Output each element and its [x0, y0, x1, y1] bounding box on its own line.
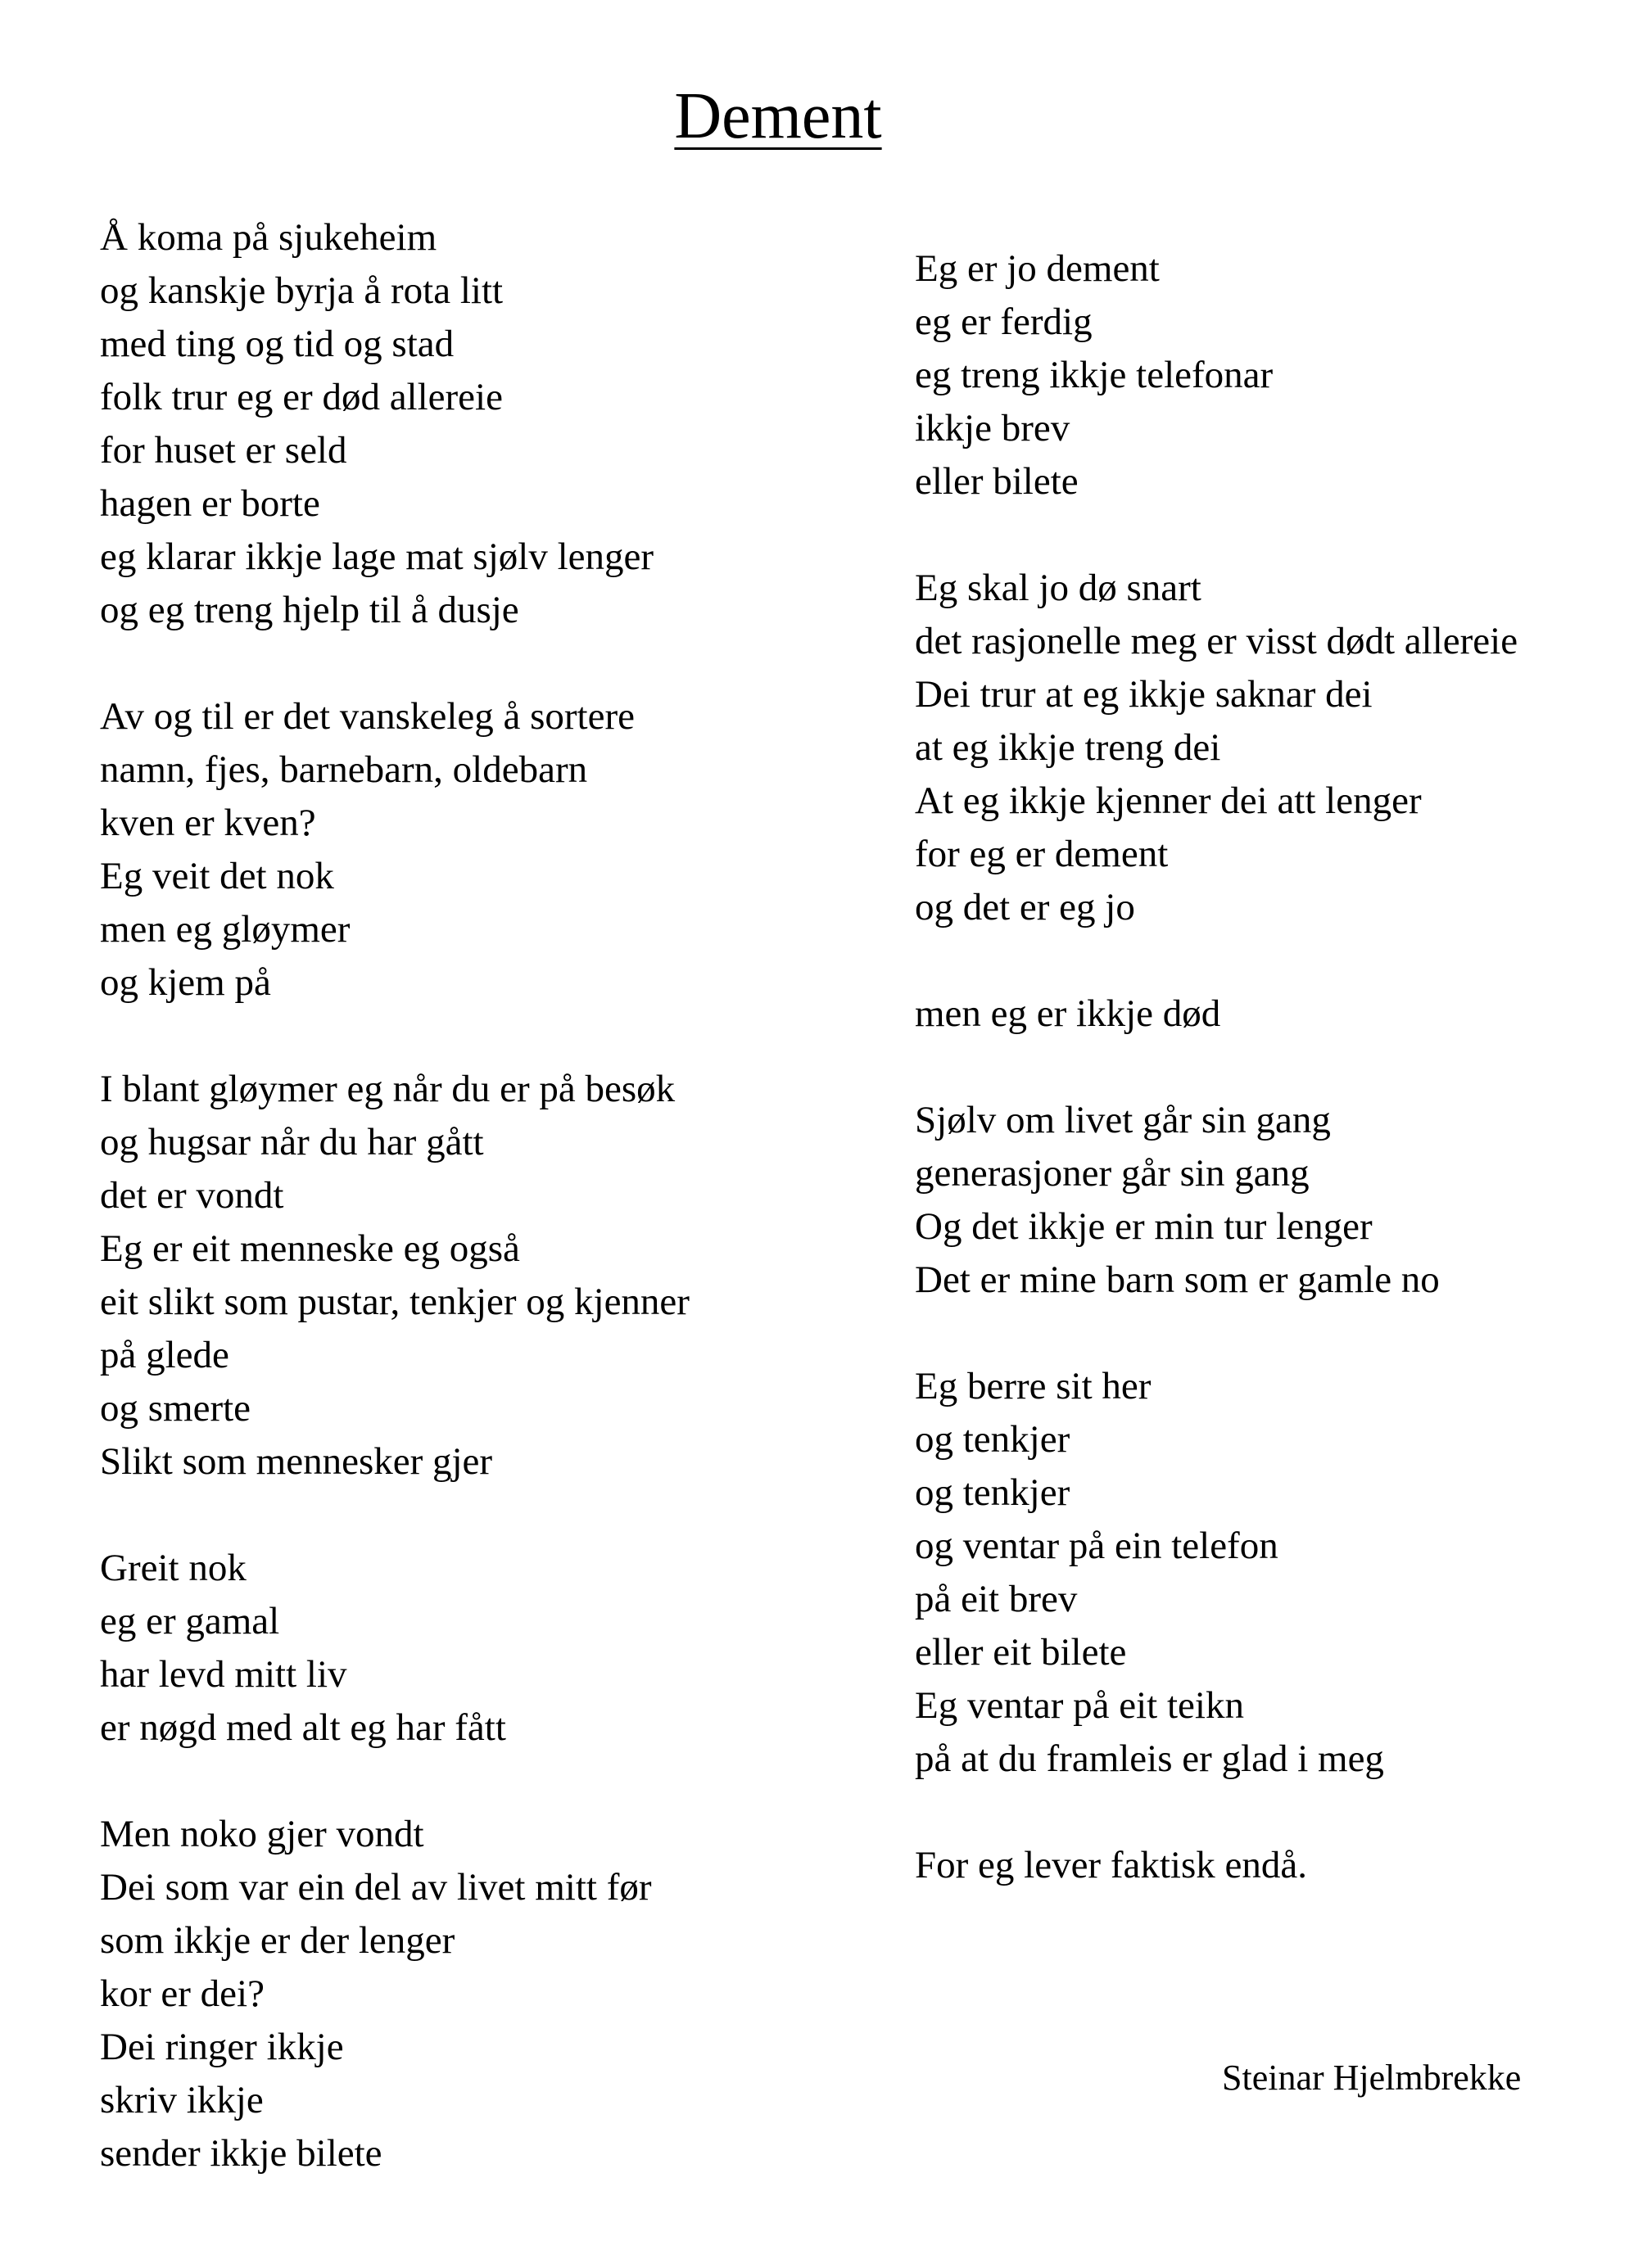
- poem-line: og smerte: [100, 1387, 251, 1430]
- poem-line: og det er eg jo: [915, 886, 1135, 928]
- poem-line: Dei som var ein del av livet mitt før: [100, 1866, 652, 1909]
- poem-line: kor er dei?: [100, 1972, 265, 2015]
- poem-line: og eg treng hjelp til å dusje: [100, 589, 519, 631]
- poem-line: skriv ikkje: [100, 2079, 264, 2121]
- poem-line: I blant gløymer eg når du er på besøk: [100, 1068, 676, 1110]
- stanza: [100, 690, 690, 1010]
- poem-line: Det er mine barn som er gamle no: [915, 1258, 1440, 1301]
- poem-line: ikkje brev: [915, 407, 1070, 450]
- poem-line: med ting og tid og stad: [100, 323, 455, 365]
- left-column: [100, 211, 690, 2180]
- poem-line: og kanskje byrja å rota litt: [100, 269, 504, 312]
- poem-line: Greit nok: [100, 1547, 247, 1589]
- author-signature: Steinar Hjelmbrekke: [1222, 2058, 1522, 2098]
- poem-line: At eg ikkje kjenner dei att lenger: [915, 779, 1422, 822]
- poem-line: og tenkjer: [915, 1418, 1070, 1461]
- poem-line: Å koma på sjukeheim: [100, 216, 437, 259]
- right-column: [915, 242, 1518, 1892]
- stanza: [915, 1094, 1518, 1307]
- poem-line: generasjoner går sin gang: [915, 1152, 1310, 1195]
- stanza: [915, 562, 1518, 934]
- stanza: [100, 1063, 690, 1489]
- poem-line: eller eit bilete: [915, 1631, 1127, 1674]
- poem-line: Eg berre sit her: [915, 1365, 1152, 1407]
- poem-line: er nøgd med alt eg har fått: [100, 1706, 506, 1749]
- stanza: [915, 1839, 1518, 1892]
- poem-line: har levd mitt liv: [100, 1653, 347, 1696]
- poem-line: eg treng ikkje telefonar: [915, 354, 1274, 396]
- poem-line: og tenkjer: [915, 1471, 1070, 1514]
- poem-line: namn, fjes, barnebarn, oldebarn: [100, 748, 588, 791]
- poem-line: sender ikkje bilete: [100, 2132, 382, 2175]
- poem-line: at eg ikkje treng dei: [915, 726, 1221, 769]
- poem-line: eller bilete: [915, 460, 1079, 503]
- poem-line: på at du framleis er glad i meg: [915, 1737, 1384, 1780]
- poem-line: Og det ikkje er min tur lenger: [915, 1205, 1373, 1248]
- poem-title: Dement: [674, 80, 882, 152]
- poem-line: Slikt som mennesker gjer: [100, 1440, 493, 1483]
- poem-line: som ikkje er der lenger: [100, 1919, 455, 1962]
- poem-line: men eg er ikkje død: [915, 992, 1221, 1035]
- poem-line: og ventar på ein telefon: [915, 1525, 1278, 1567]
- poem-line: eg klarar ikkje lage mat sjølv lenger: [100, 535, 654, 578]
- poem-line: Av og til er det vanskeleg å sortere: [100, 695, 635, 738]
- stanza: [915, 987, 1518, 1041]
- poem-line: for huset er seld: [100, 429, 347, 472]
- stanza: [915, 242, 1518, 508]
- poem-line: eit slikt som pustar, tenkjer og kjenner: [100, 1281, 690, 1323]
- poem-line: folk trur eg er død allereie: [100, 376, 503, 418]
- poem-line: og kjem på: [100, 961, 271, 1004]
- poem-line: For eg lever faktisk endå.: [915, 1844, 1307, 1886]
- poem-line: eg er gamal: [100, 1600, 280, 1642]
- poem-line: Eg skal jo dø snart: [915, 567, 1201, 609]
- poem-line: det rasjonelle meg er visst dødt allereie: [915, 620, 1518, 662]
- stanza: [100, 211, 690, 637]
- poem-line: for eg er dement: [915, 833, 1169, 875]
- poem-line: Eg er jo dement: [915, 247, 1160, 290]
- poem-line: Eg ventar på eit teikn: [915, 1684, 1244, 1727]
- poem-line: Men noko gjer vondt: [100, 1813, 424, 1855]
- poem-line: Sjølv om livet går sin gang: [915, 1099, 1331, 1141]
- poem-line: på eit brev: [915, 1578, 1078, 1620]
- poem-line: kven er kven?: [100, 802, 316, 844]
- poem-line: Dei trur at eg ikkje saknar dei: [915, 673, 1373, 716]
- poem-line: det er vondt: [100, 1174, 284, 1217]
- poem-line: på glede: [100, 1334, 229, 1376]
- poem-line: Eg er eit menneske eg også: [100, 1227, 520, 1270]
- poem-line: Eg veit det nok: [100, 855, 334, 897]
- poem-line: og hugsar når du har gått: [100, 1121, 484, 1163]
- poem-line: Dei ringer ikkje: [100, 2026, 344, 2068]
- poem-line: hagen er borte: [100, 482, 320, 525]
- poem-line: men eg gløymer: [100, 908, 351, 951]
- stanza: [915, 1360, 1518, 1786]
- stanza: [100, 1542, 690, 1755]
- poem-line: eg er ferdig: [915, 300, 1093, 343]
- stanza: [100, 1808, 690, 2180]
